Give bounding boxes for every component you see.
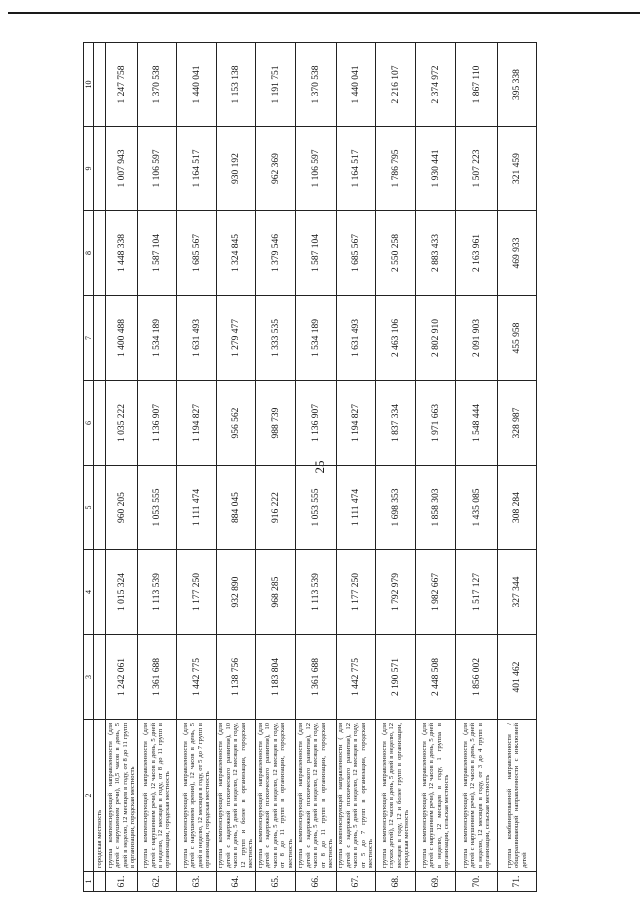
table-row xyxy=(416,43,456,892)
cost-cell: 1 534 189 xyxy=(138,296,177,381)
cost-cell: 2 463 106 xyxy=(376,296,416,381)
cost-cell: 1 153 138 xyxy=(217,43,256,127)
cost-cell: 1 685 567 xyxy=(337,211,376,296)
cost-cell: 884 045 xyxy=(217,466,256,550)
cost-cell: 1 930 441 xyxy=(416,127,456,211)
cost-cell: 2 802 910 xyxy=(416,296,456,381)
group-description: группа компенсирующей направленности (для детей с нарушением речи), 10,5 часов в день, 5 дней в неделю, 12 месяцев в году, от 8 до 11 групп в организации, городская местность xyxy=(106,720,138,872)
cost-cell: 1 136 907 xyxy=(138,381,177,466)
group-description: группа компенсирующей направленности (для детей с нарушением зрения), 12 часов в день, 5 дней в неделю, 12 месяцев в году, от 5 до 7 групп в организации, городская местность xyxy=(177,720,217,872)
cost-cell: 1 247 758 xyxy=(106,43,138,127)
cost-cell: 1 435 085 xyxy=(456,466,498,550)
cost-cell: 1 053 555 xyxy=(138,466,177,550)
cost-cell: 1 858 303 xyxy=(416,466,456,550)
cost-cell: 1 279 477 xyxy=(217,296,256,381)
cost-cell: 2 448 508 xyxy=(416,635,456,720)
row-number: 68. xyxy=(376,872,416,892)
cost-cell: 1 442 775 xyxy=(337,635,376,720)
column-header: 4 xyxy=(84,550,94,635)
row-number: 69. xyxy=(416,872,456,892)
cost-cell: 327 344 xyxy=(498,550,537,635)
column-header: 8 xyxy=(84,211,94,296)
group-description: группа компенсирующей направленности ( для детей с задержкой психического развития), 12 часов в день, 5 дней в неделю, 12 месяцев в году, от 5 до 7 групп в организации, городская местность xyxy=(337,720,376,872)
row-number: 63. xyxy=(177,872,217,892)
row-number: 67. xyxy=(337,872,376,892)
cost-cell: 2 190 571 xyxy=(376,635,416,720)
cost-cell: 469 933 xyxy=(498,211,537,296)
rotated-table-container xyxy=(83,43,620,892)
cost-cell: 1 177 250 xyxy=(177,550,217,635)
table-row xyxy=(337,43,376,892)
column-header: 3 xyxy=(84,635,94,720)
cost-cell: 1 685 567 xyxy=(177,211,217,296)
cost-cell: 1 587 104 xyxy=(296,211,337,296)
cost-cell: 455 958 xyxy=(498,296,537,381)
cost-cell: 2 550 258 xyxy=(376,211,416,296)
cost-cell: 960 205 xyxy=(106,466,138,550)
page-number: 25 xyxy=(312,460,327,474)
column-header: 9 xyxy=(84,127,94,211)
column-header: 10 xyxy=(84,43,94,127)
row-number: 62. xyxy=(138,872,177,892)
table-row xyxy=(456,43,498,892)
cost-cell: 1 856 002 xyxy=(456,635,498,720)
cost-cell: 308 284 xyxy=(498,466,537,550)
cost-cell: 2 216 107 xyxy=(376,43,416,127)
group-description: группа компенсирующей направленности (для детей с задержкой психического развития), 10 часов в день, 5 дней в неделю, 12 месяцев в году, 12 групп и более в организации, городская местность xyxy=(217,720,256,872)
group-description: группа компенсирующей направленности (для детей с нарушением речи), 12 часов в день, 5 дней в неделю, 12 месяцев в году, от 3 до 4 групп в организации, сельская местность xyxy=(456,720,498,872)
cost-cell: 1 971 663 xyxy=(416,381,456,466)
cost-cell: 401 462 xyxy=(498,635,537,720)
cost-cell: 1 698 353 xyxy=(376,466,416,550)
column-header: 5 xyxy=(84,466,94,550)
area-row-num xyxy=(94,872,106,892)
area-empty-cell xyxy=(94,381,106,466)
cost-cell: 1 015 324 xyxy=(106,550,138,635)
table-body xyxy=(84,43,537,892)
cost-cell: 1 113 539 xyxy=(296,550,337,635)
cost-cell: 916 222 xyxy=(256,466,296,550)
tariff-table xyxy=(83,42,537,892)
cost-cell: 2 091 903 xyxy=(456,296,498,381)
cost-cell: 1 631 493 xyxy=(337,296,376,381)
cost-cell: 1 111 474 xyxy=(177,466,217,550)
cost-cell: 1 370 538 xyxy=(138,43,177,127)
cost-cell: 1 867 110 xyxy=(456,43,498,127)
cost-cell: 1 792 979 xyxy=(376,550,416,635)
cost-cell: 1 361 688 xyxy=(138,635,177,720)
cost-cell: 1 333 535 xyxy=(256,296,296,381)
area-empty-cell xyxy=(94,296,106,381)
group-description: группа комбинированной направленности / общеразвивающей направленности с инклюзией детей xyxy=(498,720,537,872)
table-row xyxy=(106,43,138,892)
column-header: 7 xyxy=(84,296,94,381)
cost-cell: 1 379 546 xyxy=(256,211,296,296)
cost-cell: 2 163 961 xyxy=(456,211,498,296)
cost-cell: 1 440 041 xyxy=(337,43,376,127)
table-row xyxy=(296,43,337,892)
cost-cell: 1 194 827 xyxy=(177,381,217,466)
cost-cell: 956 562 xyxy=(217,381,256,466)
group-description: группа компенсирующей направленности (для глухих детей), 12 часов в день, 5 дней в неделю, 12 месяцев в году, 12 и более групп в организации, городская местность xyxy=(376,720,416,872)
cost-cell: 1 183 804 xyxy=(256,635,296,720)
cost-cell: 1 164 517 xyxy=(177,127,217,211)
header-row xyxy=(84,43,94,892)
row-number: 71. xyxy=(498,872,537,892)
row-number: 66. xyxy=(296,872,337,892)
cost-cell: 1 442 775 xyxy=(177,635,217,720)
table-row xyxy=(217,43,256,892)
cost-cell: 321 459 xyxy=(498,127,537,211)
cost-cell: 1 400 488 xyxy=(106,296,138,381)
cost-cell: 988 739 xyxy=(256,381,296,466)
cost-cell: 1 164 517 xyxy=(337,127,376,211)
table-row xyxy=(498,43,537,892)
rotated-table xyxy=(83,43,620,892)
table-row xyxy=(177,43,217,892)
cost-cell: 395 338 xyxy=(498,43,537,127)
cost-cell: 1 106 597 xyxy=(138,127,177,211)
table-row xyxy=(138,43,177,892)
cost-cell: 930 192 xyxy=(217,127,256,211)
cost-cell: 1 106 597 xyxy=(296,127,337,211)
group-description: группа компенсирующей направленности (для детей с нарушением речи), 12 часов в день, 5 дней в неделю, 12 месяцев в году, от 8 до 11 групп в организации, городская местность xyxy=(138,720,177,872)
cost-cell: 1 837 334 xyxy=(376,381,416,466)
cost-cell: 1 982 667 xyxy=(416,550,456,635)
cost-cell: 1 361 688 xyxy=(296,635,337,720)
cost-cell: 328 987 xyxy=(498,381,537,466)
cost-cell: 1 138 756 xyxy=(217,635,256,720)
cost-cell: 1 136 907 xyxy=(296,381,337,466)
cost-cell: 1 242 061 xyxy=(106,635,138,720)
column-header: 1 xyxy=(84,872,94,892)
cost-cell: 1 786 795 xyxy=(376,127,416,211)
row-number: 70. xyxy=(456,872,498,892)
area-label: городская местность xyxy=(94,720,106,872)
cost-cell: 1 370 538 xyxy=(296,43,337,127)
cost-cell: 1 448 338 xyxy=(106,211,138,296)
cost-cell: 1 053 555 xyxy=(296,466,337,550)
cost-cell: 962 369 xyxy=(256,127,296,211)
group-description: группа компенсирующей направленности (для детей с нарушением речи), 12 часов в день, 5 дней в неделю, 12 месяцев в году, 1 группа в организации, сельская местность xyxy=(416,720,456,872)
area-row xyxy=(94,43,106,892)
cost-cell: 1 440 041 xyxy=(177,43,217,127)
area-empty-cell xyxy=(94,127,106,211)
group-description: группа компенсирующей направленности (для детей с задержкой психического развития), 12 часов в день, 5 дней в неделю, 12 месяцев в году, от 8 до 11 групп в организации, городская местность xyxy=(296,720,337,872)
cost-cell: 1 517 127 xyxy=(456,550,498,635)
row-number: 64. xyxy=(217,872,256,892)
cost-cell: 1 111 474 xyxy=(337,466,376,550)
top-rule xyxy=(8,12,640,14)
table-row xyxy=(376,43,416,892)
area-empty-cell xyxy=(94,466,106,550)
cost-cell: 968 285 xyxy=(256,550,296,635)
cost-cell: 932 890 xyxy=(217,550,256,635)
column-header: 6 xyxy=(84,381,94,466)
cost-cell: 1 631 493 xyxy=(177,296,217,381)
cost-cell: 1 035 222 xyxy=(106,381,138,466)
cost-cell: 1 113 539 xyxy=(138,550,177,635)
area-empty-cell xyxy=(94,550,106,635)
cost-cell: 1 194 827 xyxy=(337,381,376,466)
area-empty-cell xyxy=(94,211,106,296)
cost-cell: 1 548 444 xyxy=(456,381,498,466)
row-number: 61. xyxy=(106,872,138,892)
cost-cell: 1 534 189 xyxy=(296,296,337,381)
cost-cell: 2 374 972 xyxy=(416,43,456,127)
cost-cell: 2 883 433 xyxy=(416,211,456,296)
area-empty-cell xyxy=(94,635,106,720)
table-row xyxy=(256,43,296,892)
cost-cell: 1 177 250 xyxy=(337,550,376,635)
cost-cell: 1 007 943 xyxy=(106,127,138,211)
cost-cell: 1 507 223 xyxy=(456,127,498,211)
cost-cell: 1 191 751 xyxy=(256,43,296,127)
cost-cell: 1 324 845 xyxy=(217,211,256,296)
cost-cell: 1 587 104 xyxy=(138,211,177,296)
column-header: 2 xyxy=(84,720,94,872)
row-number: 65. xyxy=(256,872,296,892)
area-empty-cell xyxy=(94,43,106,127)
group-description: группа компенсирующей направленности (для детей с задержкой психического развития), 10 часов в день, 5 дней в неделю, 12 месяцев в году, от 8 до 11 групп в организации, городская местность xyxy=(256,720,296,872)
